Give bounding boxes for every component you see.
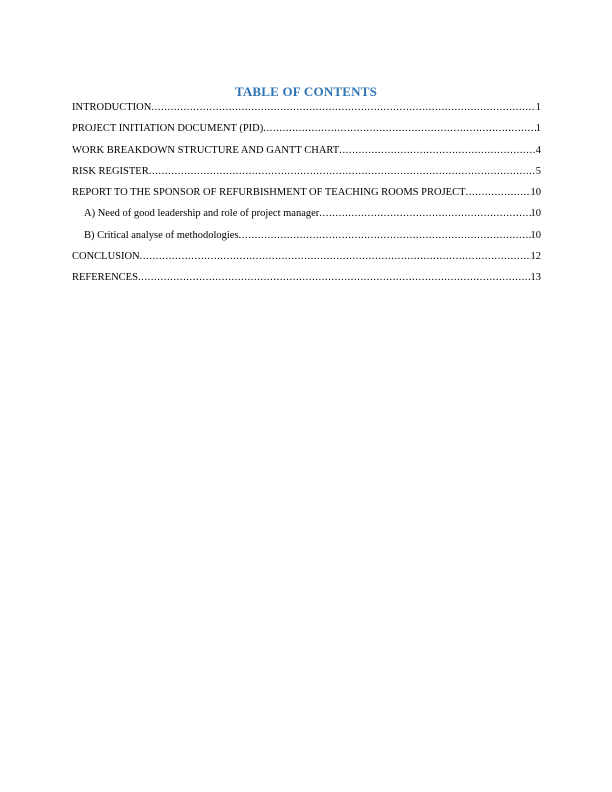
toc-entry[interactable] bbox=[72, 186, 541, 207]
toc-leader-dots bbox=[140, 250, 531, 263]
toc-subentry[interactable] bbox=[72, 229, 541, 250]
toc-entry-page: 10 bbox=[530, 229, 541, 241]
toc-entry-page: 10 bbox=[530, 187, 541, 199]
toc-entry-page: 4 bbox=[535, 144, 541, 156]
toc-entry-label: REPORT TO THE SPONSOR OF REFURBISHMENT OF TEACHING ROOMS PROJECT bbox=[72, 187, 466, 199]
toc-leader-dots bbox=[319, 207, 530, 220]
toc-entry[interactable] bbox=[72, 165, 541, 186]
toc-entry-label: CONCLUSION bbox=[72, 251, 140, 263]
toc-entry-label: A) Need of good leadership and role of project manager bbox=[84, 208, 320, 220]
toc-entry-label: RISK REGISTER bbox=[72, 165, 149, 177]
toc-subentry[interactable] bbox=[72, 207, 541, 228]
toc-entry-page: 5 bbox=[535, 165, 541, 177]
toc-entry-page: 12 bbox=[530, 251, 541, 263]
toc-entry[interactable] bbox=[72, 101, 541, 122]
toc-leader-dots bbox=[149, 165, 536, 178]
toc-entry-page: 1 bbox=[535, 102, 541, 113]
toc-leader-dots bbox=[339, 144, 536, 157]
toc-leader-dots bbox=[138, 271, 531, 284]
toc-leader-dots bbox=[151, 101, 535, 114]
toc-entry[interactable] bbox=[72, 271, 541, 292]
toc-leader-dots bbox=[466, 186, 531, 199]
toc-entry-label: PROJECT INITIATION DOCUMENT (PID) bbox=[72, 123, 264, 135]
toc-leader-dots bbox=[263, 122, 536, 135]
toc-entry-label: INTRODUCTION bbox=[72, 102, 152, 113]
toc-entry-page: 13 bbox=[530, 272, 541, 284]
toc-title: TABLE OF CONTENTS bbox=[234, 84, 378, 99]
toc-entry-label: B) Critical analyse of methodologies bbox=[84, 229, 239, 241]
toc-entry[interactable] bbox=[72, 250, 541, 271]
toc-list bbox=[72, 101, 541, 293]
toc-leader-dots bbox=[239, 229, 531, 242]
toc-entry[interactable] bbox=[72, 144, 541, 165]
toc-entry-label: WORK BREAKDOWN STRUCTURE AND GANTT CHART bbox=[72, 144, 340, 156]
toc-entry-page: 10 bbox=[530, 208, 541, 220]
toc-entry-page: 1 bbox=[535, 123, 541, 135]
toc-entry[interactable] bbox=[72, 122, 541, 143]
toc-entry-label: REFERENCES bbox=[72, 272, 138, 284]
